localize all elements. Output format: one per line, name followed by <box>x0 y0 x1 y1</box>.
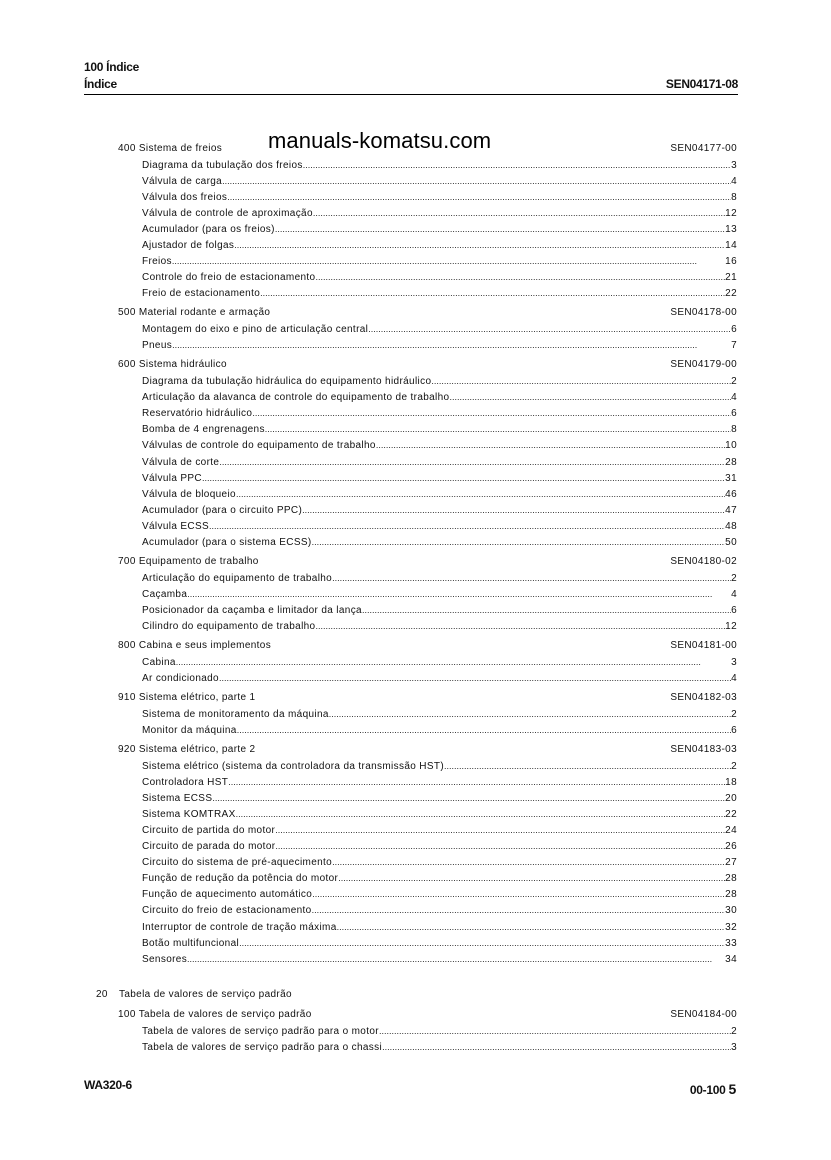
dot-leader <box>176 654 731 670</box>
toc-entry[interactable] <box>142 173 737 189</box>
dot-leader <box>275 822 725 838</box>
toc-section-number: 600 <box>118 359 136 370</box>
toc-entry[interactable] <box>142 618 737 634</box>
toc-entry[interactable] <box>142 758 737 774</box>
toc-entry[interactable] <box>142 534 737 550</box>
toc-entry-page: 8 <box>731 191 737 203</box>
dot-leader <box>379 1023 731 1039</box>
dot-leader <box>227 189 731 205</box>
dot-leader <box>187 951 725 967</box>
toc-entry-page: 3 <box>731 656 737 668</box>
toc-entry-title: Botão multifuncional <box>142 937 240 949</box>
footer-page-prefix: 00-100 <box>689 1083 726 1097</box>
toc-entry[interactable] <box>142 602 737 618</box>
toc-section-code: SEN04177-00 <box>670 142 737 154</box>
toc-entry-page: 4 <box>731 392 737 404</box>
dot-leader <box>236 806 726 822</box>
toc-entry[interactable] <box>142 806 737 822</box>
toc-entry[interactable] <box>142 205 737 221</box>
toc-entry-page: 31 <box>725 472 737 484</box>
toc-entry[interactable] <box>142 253 737 269</box>
dot-leader <box>303 157 731 173</box>
footer-page <box>690 1081 736 1097</box>
dot-leader <box>275 838 725 854</box>
toc-section-code: SEN04180-02 <box>670 555 737 567</box>
toc-entry[interactable] <box>142 157 737 173</box>
toc-entry[interactable] <box>142 373 737 389</box>
toc-entry[interactable] <box>142 189 737 205</box>
toc-entry-page: 6 <box>731 605 737 616</box>
toc-entry-title: Reservatório hidráulico <box>142 408 253 420</box>
toc-entry-page: 28 <box>725 889 737 901</box>
toc-entry[interactable] <box>142 486 737 502</box>
toc-section-code: SEN04183-03 <box>670 743 737 755</box>
header-row <box>84 77 738 91</box>
toc-entry-page: 10 <box>725 440 737 452</box>
dot-leader <box>382 1039 731 1055</box>
toc-entry-title: Articulação da alavanca de controle do equipamento de trabalho <box>142 392 450 404</box>
toc-entry-title: Circuito do freio de estacionamento <box>142 905 312 917</box>
toc-entry-title: Montagem do eixo e pino de articulação central <box>142 324 369 336</box>
toc-entry-title: Bomba de 4 engrenagens <box>142 424 265 436</box>
toc-entry[interactable] <box>142 405 737 421</box>
toc-section-title <box>118 305 270 321</box>
dot-leader <box>172 253 725 269</box>
toc-entry-title: Caçamba <box>142 588 188 600</box>
toc-section-code: SEN04182-03 <box>670 691 737 703</box>
table-of-contents <box>0 137 831 1055</box>
toc-entry-page: 22 <box>725 288 737 300</box>
toc-entry-page: 2 <box>731 376 737 388</box>
toc-section-label: Equipamento de trabalho <box>138 555 259 567</box>
dot-leader <box>431 373 731 389</box>
toc-entry-title: Ajustador de folgas <box>142 240 235 252</box>
toc-entry[interactable] <box>142 570 737 586</box>
footer-page-number: 5 <box>728 1081 736 1097</box>
toc-entry-title: Cilindro do equipamento de trabalho <box>142 621 316 633</box>
toc-section-label: Sistema hidráulico <box>138 359 227 370</box>
toc-section-number: 910 <box>118 691 136 703</box>
toc-section-title <box>118 742 255 758</box>
dot-leader <box>212 790 725 806</box>
toc-entry-title: Diagrama da tubulação hidráulica do equipamento hidráulico <box>142 376 432 388</box>
toc-section-heading[interactable] <box>118 554 737 570</box>
toc-entry-title: Cabina <box>142 656 176 668</box>
toc-entry[interactable] <box>142 951 737 967</box>
toc-entry[interactable] <box>142 470 737 486</box>
header-section-title: 100 Índice <box>84 60 140 74</box>
toc-entry-title: Circuito de parada do motor <box>142 841 276 853</box>
toc-entry-title: Válvula PPC <box>142 472 202 484</box>
toc-entry[interactable] <box>142 221 737 237</box>
dot-leader <box>172 337 731 353</box>
toc-entry-page: 22 <box>725 808 737 820</box>
toc-entry-page: 14 <box>725 240 737 252</box>
dot-leader <box>302 502 725 518</box>
toc-section-heading[interactable] <box>118 357 737 373</box>
toc-entry-page: 46 <box>725 488 737 500</box>
dot-leader <box>332 570 731 586</box>
dot-leader <box>315 269 725 285</box>
toc-entry[interactable] <box>142 706 737 722</box>
toc-entry-title: Controle do freio de estacionamento <box>142 272 316 284</box>
toc-entry-title: Sistema de monitoramento da máquina <box>142 708 329 720</box>
toc-entry-page: 48 <box>725 520 737 532</box>
toc-entry-page: 30 <box>725 905 737 917</box>
toc-entry-title: Posicionador da caçamba e limitador da lança <box>142 605 362 616</box>
toc-entry[interactable] <box>142 454 737 470</box>
toc-entry[interactable] <box>142 854 737 870</box>
toc-section-number: 800 <box>118 639 136 651</box>
toc-section-code: SEN04178-00 <box>670 307 737 319</box>
toc-entry-page: 6 <box>731 408 737 420</box>
toc-entry-title: Articulação do equipamento de trabalho <box>142 572 333 584</box>
chapter-title: Tabela de valores de serviço padrão <box>119 988 292 1000</box>
dot-leader <box>252 405 731 421</box>
toc-section-label: Sistema elétrico, parte 1 <box>138 691 256 703</box>
toc-section-number: 700 <box>118 555 136 567</box>
toc-entry-title: Ar condicionado <box>142 672 219 684</box>
toc-entry[interactable] <box>142 722 737 738</box>
toc-entry-title: Válvula ECSS <box>142 520 210 532</box>
toc-entry-page: 8 <box>731 424 737 436</box>
dot-leader <box>332 854 725 870</box>
toc-entry[interactable] <box>142 389 737 405</box>
toc-entry-page: 27 <box>725 857 737 869</box>
toc-section-label: Material rodante e armação <box>138 307 271 319</box>
toc-entry-title: Válvula de corte <box>142 456 220 468</box>
toc-entry[interactable] <box>142 518 737 534</box>
toc-entry-title: Válvula de carga <box>142 175 223 187</box>
toc-entry-page: 6 <box>731 324 737 336</box>
dot-leader <box>228 774 725 790</box>
toc-entry-page: 12 <box>725 207 737 219</box>
footer-model: WA320-6 <box>84 1078 132 1092</box>
dot-leader <box>312 902 726 918</box>
toc-section-label: Sistema de freios <box>138 142 223 154</box>
toc-entry[interactable] <box>142 654 737 670</box>
toc-entry-page: 34 <box>725 953 737 965</box>
toc-entry[interactable] <box>142 269 737 285</box>
toc-section-number: 400 <box>118 142 136 154</box>
toc-section-title <box>118 690 255 706</box>
toc-section-title <box>118 1007 312 1023</box>
toc-entry[interactable] <box>142 790 737 806</box>
toc-entry[interactable] <box>142 1039 737 1055</box>
toc-section-heading[interactable] <box>118 690 737 706</box>
toc-entry-page: 3 <box>731 159 737 171</box>
toc-section-heading[interactable] <box>118 141 737 157</box>
dot-leader <box>219 670 731 686</box>
toc-entry-title: Sistema elétrico (sistema da controladora da transmissão HST) <box>142 760 445 772</box>
dot-leader <box>202 470 725 486</box>
dot-leader <box>337 919 726 935</box>
toc-entry[interactable] <box>142 285 737 301</box>
toc-entry-title: Tabela de valores de serviço padrão para o motor <box>142 1025 379 1037</box>
chapter-heading[interactable] <box>96 987 737 1003</box>
toc-section-title <box>118 141 222 157</box>
toc-section-heading[interactable] <box>118 742 737 758</box>
dot-leader <box>338 870 725 886</box>
toc-section-code: SEN04184-00 <box>670 1008 737 1020</box>
toc-entry[interactable] <box>142 838 737 854</box>
toc-section-number: 920 <box>118 743 136 755</box>
dot-leader <box>234 237 725 253</box>
toc-entry-page: 4 <box>731 588 737 600</box>
dot-leader <box>362 602 731 618</box>
toc-entry[interactable] <box>142 919 737 935</box>
toc-entry[interactable] <box>142 822 737 838</box>
header-doc-code: SEN04171-08 <box>665 77 738 91</box>
dot-leader <box>329 706 731 722</box>
toc-entry[interactable] <box>142 1023 737 1039</box>
toc-section-title <box>118 638 271 654</box>
toc-entry-page: 4 <box>731 672 737 684</box>
dot-leader <box>265 421 731 437</box>
toc-entry-title: Controladora HST <box>142 776 229 788</box>
toc-entry-title: Sistema KOMTRAX <box>142 808 236 820</box>
toc-entry-page: 4 <box>731 175 737 187</box>
toc-entry-page: 32 <box>725 921 737 933</box>
chapter-number: 20 <box>96 988 108 1000</box>
toc-entry-title: Válvula de controle de aproximação <box>142 207 313 219</box>
toc-entry[interactable] <box>142 421 737 437</box>
toc-entry-page: 2 <box>731 572 737 584</box>
dot-leader <box>239 935 725 951</box>
dot-leader <box>315 618 725 634</box>
toc-entry-title: Monitor da máquina <box>142 724 237 736</box>
dot-leader <box>187 586 731 602</box>
toc-entry-title: Diagrama da tubulação dos freios <box>142 159 303 171</box>
toc-entry-page: 2 <box>731 708 737 720</box>
toc-entry-page: 2 <box>731 1025 737 1037</box>
toc-entry-page: 7 <box>731 340 737 352</box>
dot-leader <box>449 389 731 405</box>
toc-entry-title: Freio de estacionamento <box>142 288 261 300</box>
toc-entry-page: 50 <box>725 537 737 549</box>
dot-leader <box>219 454 725 470</box>
toc-entry-title: Acumulador (para o sistema ECSS) <box>142 537 312 549</box>
toc-entry-page: 3 <box>731 1041 737 1053</box>
toc-entry-page: 6 <box>731 724 737 736</box>
toc-section-title <box>118 357 227 373</box>
toc-entry[interactable] <box>142 586 737 602</box>
toc-section-code: SEN04181-00 <box>670 639 737 651</box>
toc-entry-title: Válvula dos freios <box>142 191 228 203</box>
toc-entry[interactable] <box>142 670 737 686</box>
toc-section-heading[interactable] <box>118 1007 737 1023</box>
watermark: manuals-komatsu.com <box>268 128 492 153</box>
dot-leader <box>312 886 725 902</box>
dot-leader <box>260 285 725 301</box>
toc-entry-page: 26 <box>725 841 737 853</box>
dot-leader <box>222 173 731 189</box>
toc-entry-title: Função de aquecimento automático <box>142 889 313 901</box>
toc-section-title <box>118 554 259 570</box>
toc-entry-title: Válvula de bloqueio <box>142 488 236 500</box>
toc-entry-title: Acumulador (para o circuito PPC) <box>142 504 303 516</box>
toc-entry-page: 24 <box>725 825 737 836</box>
dot-leader <box>236 486 725 502</box>
toc-entry-page: 12 <box>725 621 737 633</box>
toc-entry-page: 28 <box>725 873 737 885</box>
toc-entry-title: Função de redução da potência do motor <box>142 873 339 885</box>
toc-entry-title: Válvulas de controle do equipamento de trabalho <box>142 440 376 452</box>
toc-entry-title: Sistema ECSS <box>142 792 213 804</box>
toc-entry-page: 13 <box>725 224 737 236</box>
dot-leader <box>368 321 731 337</box>
toc-entry-title: Acumulador (para os freios) <box>142 224 275 236</box>
toc-entry-page: 28 <box>725 456 737 468</box>
toc-entry-title: Pneus <box>142 340 173 352</box>
toc-entry[interactable] <box>142 502 737 518</box>
toc-entry-page: 47 <box>725 504 737 516</box>
toc-entry-page: 16 <box>725 256 737 268</box>
toc-entry[interactable] <box>142 886 737 902</box>
toc-entry[interactable] <box>142 902 737 918</box>
toc-entry[interactable] <box>142 935 737 951</box>
toc-section-label: Tabela de valores de serviço padrão <box>138 1008 312 1020</box>
toc-entry[interactable] <box>142 870 737 886</box>
dot-leader <box>313 205 725 221</box>
toc-entry-title: Interruptor de controle de tração máxima <box>142 921 337 933</box>
toc-entry-page: 33 <box>725 937 737 949</box>
header-divider <box>84 94 738 95</box>
header-subtitle: Índice <box>84 77 117 91</box>
dot-leader <box>312 534 726 550</box>
toc-section-label: Sistema elétrico, parte 2 <box>138 743 256 755</box>
toc-entry-title: Circuito de partida do motor <box>142 825 276 836</box>
dot-leader <box>275 221 725 237</box>
dot-leader <box>209 518 725 534</box>
toc-entry-page: 18 <box>725 776 737 788</box>
toc-entry-page: 21 <box>725 272 737 284</box>
toc-entry-title: Sensores <box>142 953 188 965</box>
toc-entry-title: Circuito do sistema de pré-aquecimento <box>142 857 333 869</box>
toc-entry[interactable] <box>142 321 737 337</box>
dot-leader <box>237 722 731 738</box>
toc-entry-title: Tabela de valores de serviço padrão para o chassi <box>142 1041 383 1053</box>
toc-entry-page: 2 <box>731 760 737 772</box>
toc-entry[interactable] <box>142 337 737 353</box>
toc-section-label: Cabina e seus implementos <box>138 639 272 651</box>
dot-leader <box>444 758 731 774</box>
toc-section-number: 500 <box>118 307 136 319</box>
toc-entry-title: Freios <box>142 256 172 268</box>
toc-entry[interactable] <box>142 437 737 453</box>
toc-section-code: SEN04179-00 <box>670 359 737 370</box>
toc-section-number: 100 <box>118 1008 136 1020</box>
toc-section-heading[interactable] <box>118 638 737 654</box>
dot-leader <box>376 437 725 453</box>
toc-section-heading[interactable] <box>118 305 737 321</box>
toc-entry-page: 20 <box>725 792 737 804</box>
toc-entry[interactable] <box>142 237 737 253</box>
toc-entry[interactable] <box>142 774 737 790</box>
